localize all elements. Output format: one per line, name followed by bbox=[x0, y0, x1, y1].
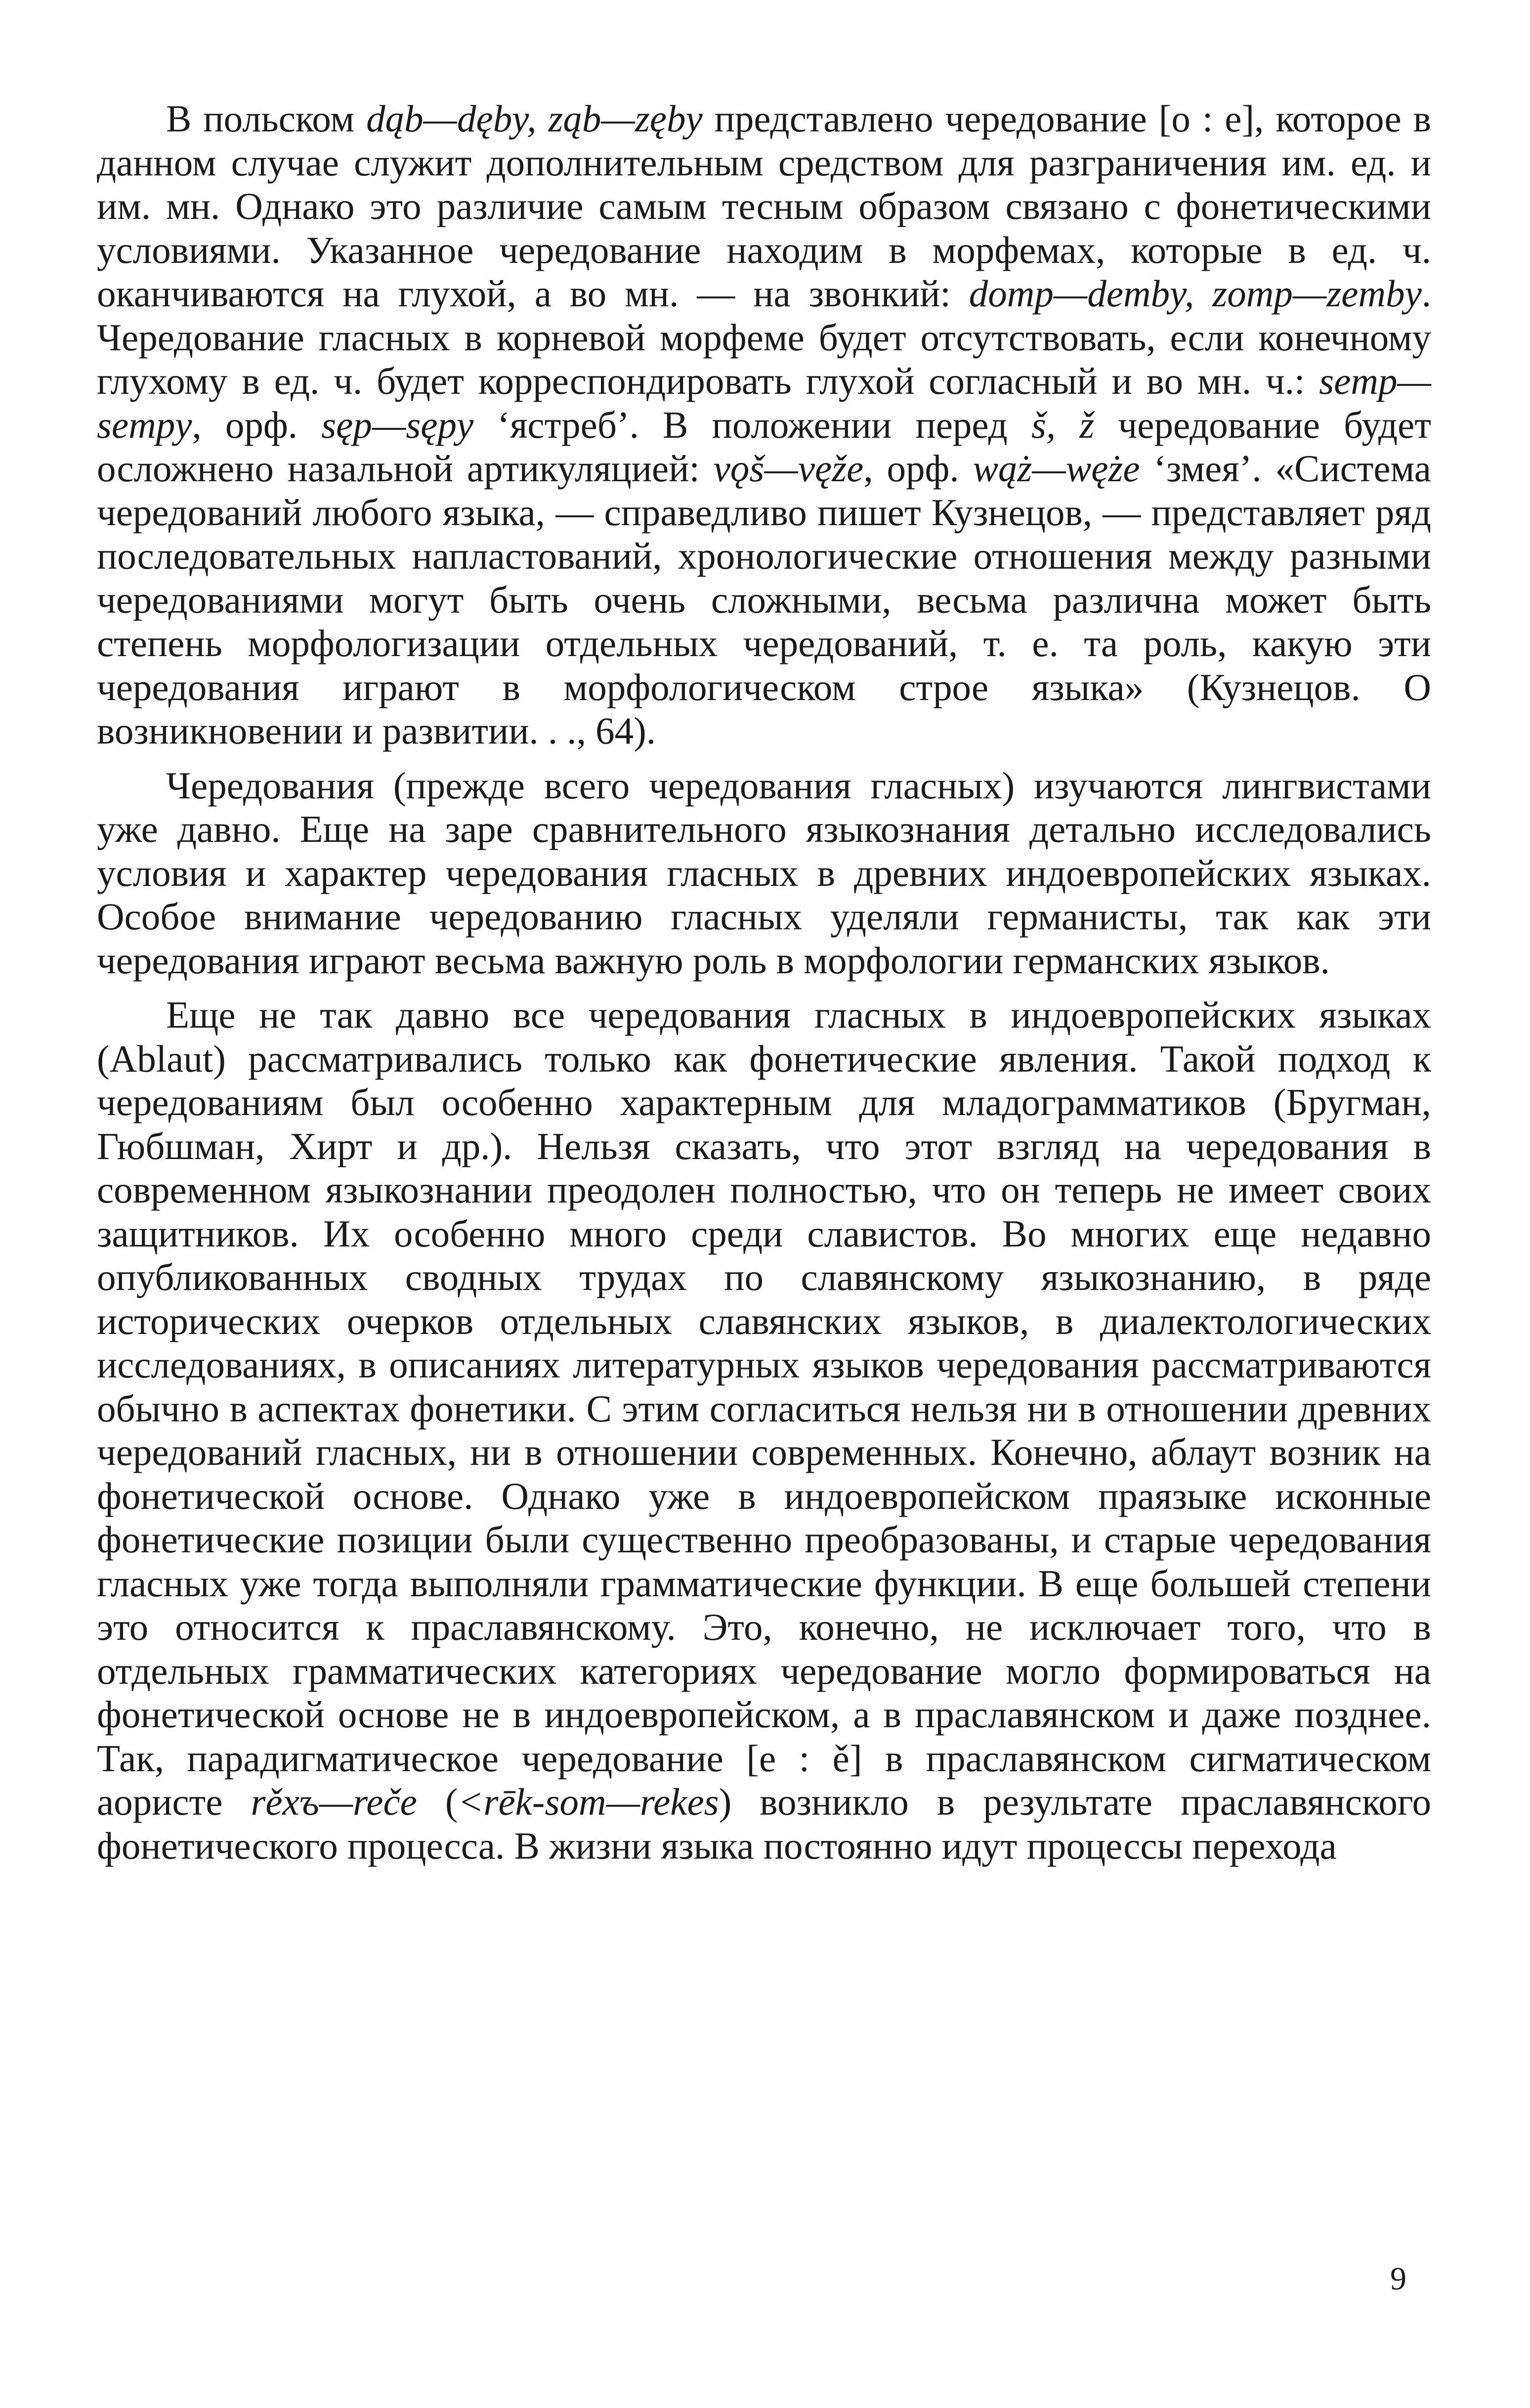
text-run: , орф. bbox=[863, 447, 973, 490]
paragraph-3 bbox=[97, 993, 1431, 1868]
italic-example: semp—sempy bbox=[97, 360, 1431, 446]
text-run: Чередования (прежде всего чередования гласных) изучаются лингвистами уже давно. Еще на заре сравнительного языкознания детально исследовались условия и характер чередования гласных в древних индоевропейских языках. Особое внимание чередованию гласных уделяли германисты, так как эти чередования играют весьма важную роль в морфологии германских языков. bbox=[97, 764, 1431, 982]
text-run: , орф. bbox=[192, 403, 322, 446]
body-text bbox=[97, 97, 1431, 1878]
text-run: ‘змея’. «Система чередований любого языка, — справедливо пишет Кузнецов, — представляет ряд последовательных напластований, хронологические отношения между разными чередованиями могут быть очень сложными, весьма различна может быть степень морфологизации отдельных чередований, т. е. та роль, какую эти чередования играют в морфологическом строе языка» (Кузнецов. О возникновении и развитии. . ., 64). bbox=[97, 447, 1431, 752]
text-run: представлено чередование [o : e], которое в данном случае служит дополнительным средством для разграничения им. ед. и им. мн. Однако это различие самым тесным образом связано с фонетическими условиями. Указанное чередование находим в морфемах, которые в ед. ч. оканчиваются на глухой, а во мн. — на звонкий: bbox=[97, 97, 1431, 315]
paragraph-2 bbox=[97, 764, 1431, 983]
text-run: чередование будет осложнено назальной артикуляцией: bbox=[97, 403, 1431, 490]
text-run: . Чередование гласных в корневой морфеме будет отсутствовать, если конечному глухому в ед. ч. будет корреспондировать глухой согласный и во мн. ч.: bbox=[97, 272, 1431, 402]
italic-example: wąż—węże bbox=[973, 447, 1140, 490]
text-run: Еще не так давно все чередования гласных в индоевропейских языках (Ablaut) рассматривались только как фонетические явления. Такой подход к чередованиям был особенно характерным для младограмматиков (Бругман, Гюбшман, Хирт и др.). Нельзя сказать, что этот взгляд на чередования в современном языкознании преодолен полностью, что он теперь не имеет своих защитников. Их особенно много среди славистов. Во многих еще недавно опубликованных сводных трудах по славянскому языкознанию, в ряде исторических очерков отдельных славянских языков, в диалектологических исследованиях, в описаниях литературных языков чередования рассматриваются обычно в аспектах фонетики. С этим согласиться нельзя ни в отношении древних чередований гласных, ни в отношении современных. Конечно, аблаут возник на фонетической основе. Однако уже в индоевропейском праязыке исконные фонетические позиции были существенно преобразованы, и старые чередования гласных уже тогда выполняли грамматические функции. В еще большей степени это относится к праславянскому. Это, конечно, не исключает того, что в отдельных грамматических категориях чередование могло формироваться на фонетической основе не в индоевропейском, а в праславянском и даже позднее. Так, парадигматическое чередование [e : ě] в праславянском сигматическом аористе bbox=[97, 994, 1431, 1823]
text-run: ‘ястреб’. В положении перед bbox=[473, 403, 1031, 446]
book-page bbox=[97, 97, 1431, 2320]
text-run: В польском bbox=[166, 97, 367, 140]
italic-example: <rēk-som—rekes bbox=[458, 1781, 719, 1823]
italic-example: sęp—sępy bbox=[321, 403, 474, 446]
page-number: 9 bbox=[1390, 2261, 1406, 2297]
text-run: ) возникло в результате праславянского фонетического процесса. В жизни языка постоянно идут процессы перехода bbox=[97, 1781, 1431, 1867]
paragraph-1 bbox=[97, 97, 1431, 753]
italic-example: vǫš—vęže bbox=[713, 447, 864, 490]
italic-example: dąb—dęby, ząb—zęby bbox=[366, 97, 703, 140]
italic-example: domp—demby, zomp—zemby bbox=[969, 272, 1422, 315]
italic-example: rěxъ—reče bbox=[251, 1781, 417, 1823]
italic-example: š, ž bbox=[1031, 403, 1095, 446]
text-run: ( bbox=[417, 1781, 458, 1823]
